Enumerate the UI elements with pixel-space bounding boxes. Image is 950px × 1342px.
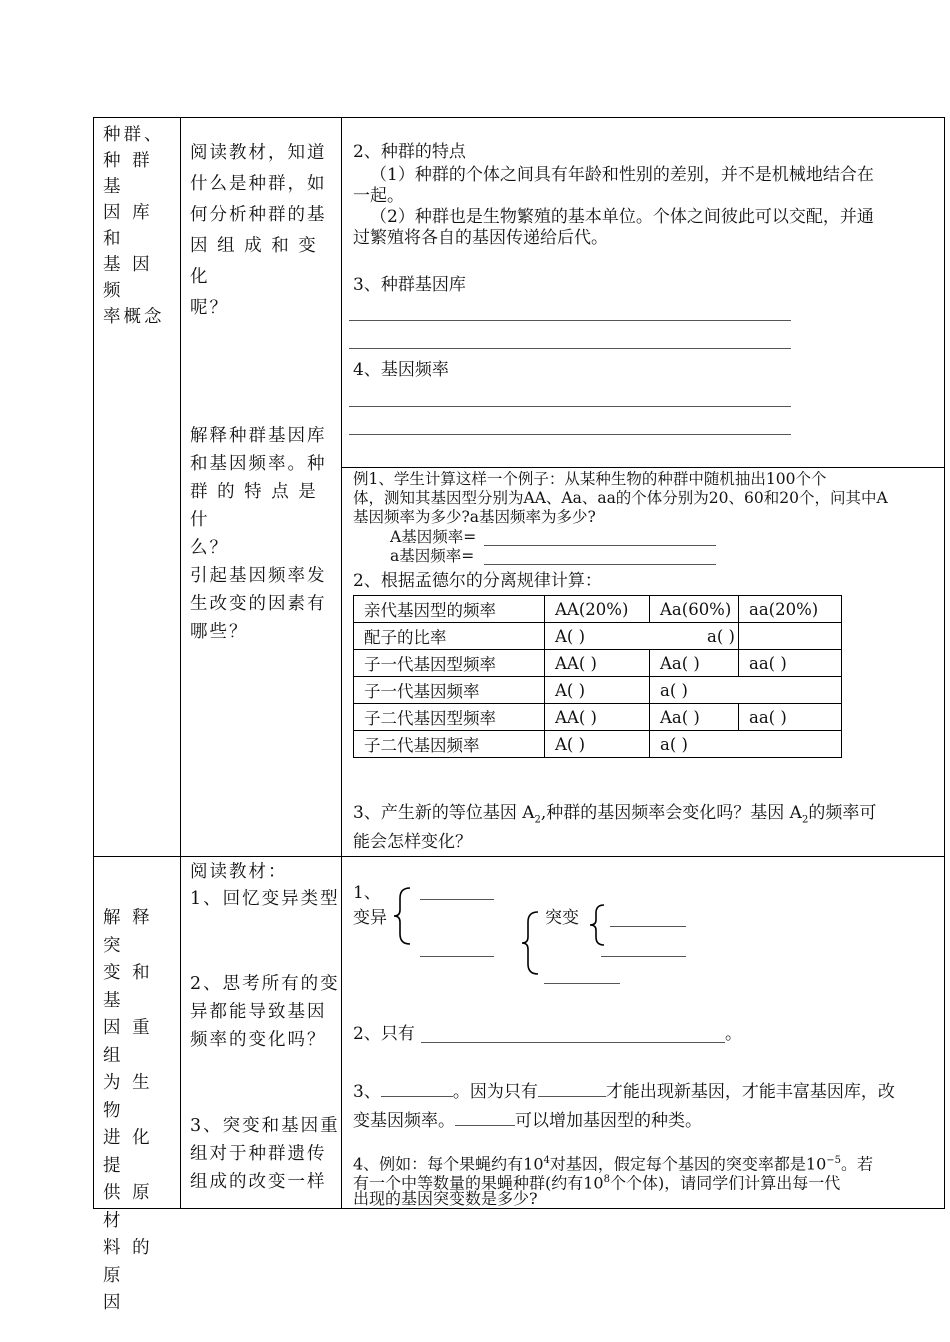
paragraph-line: 一起。 [353, 186, 404, 206]
guide-line: 么？ [190, 538, 229, 558]
table-cell: Aa(60%) [650, 596, 739, 623]
example-text: 对基因，假定每个基因的突变率都是10 [549, 1154, 827, 1174]
section-divider [93, 856, 945, 857]
answer-blank[interactable] [544, 983, 620, 984]
answer-cell[interactable]: aa( ) [739, 704, 842, 731]
statement-period: 。 [725, 1024, 742, 1044]
paragraph-line: 过繁殖将各自的基因传递给后代。 [353, 228, 608, 248]
content-subdivider [341, 467, 944, 468]
reason-text: 才能出现新基因，才能丰富基因库，改 [605, 1082, 895, 1102]
example-line: 体，测知其基因型分别为AA、Aa、aa的个体分别为20、60和20个，问其中A [353, 489, 888, 507]
heading-gene-frequency: 4、基因频率 [353, 360, 449, 380]
table-row [354, 650, 842, 677]
guide-line: 因 组 成 和 变 化 [190, 236, 318, 287]
table-row [354, 596, 842, 623]
section2-topic [103, 905, 175, 1318]
guide-line: 何分析种群的基 [190, 205, 327, 225]
table-row [354, 704, 842, 731]
topic-line: 变 和 基 [103, 963, 153, 1011]
answer-blank[interactable] [484, 545, 716, 546]
heading-population-traits: 2、种群的特点 [353, 142, 466, 162]
guide-line: 哪些？ [190, 622, 249, 642]
answer-blank[interactable] [349, 320, 791, 321]
example-text: 有一个中等数量的果蝇种群(约有10 [353, 1173, 604, 1193]
col-border-left [93, 117, 94, 1208]
reason-text: 3、 [353, 1082, 381, 1102]
paragraph-line: （1）种群的个体之间具有年龄和性别的差别，并不是机械地结合在 [370, 165, 874, 185]
left-brace-icon [588, 903, 608, 947]
guide-line: 组对于种群遗传 [190, 1144, 327, 1164]
guide-line: 引起基因频率发 [190, 566, 327, 586]
answer-cell[interactable]: Aa( ) [650, 704, 739, 731]
answer-cell[interactable]: a( ) [650, 731, 842, 758]
answer-blank[interactable] [349, 406, 791, 407]
only-statement [353, 1021, 415, 1047]
reason-text: 。因为只有 [452, 1082, 538, 1102]
variation-label: 变异 [353, 908, 387, 928]
guide-line: 群 的 特 点 是 什 [190, 482, 318, 530]
fruitfly-example-line-1 [353, 1152, 873, 1172]
table-cell: 子一代基因型频率 [354, 650, 545, 677]
answer-blank[interactable] [484, 564, 716, 565]
guide-line: 2、思考所有的变 [190, 974, 340, 994]
variation-number: 1、 [353, 883, 381, 903]
topic-line: 种群、 [103, 125, 165, 145]
reason-text: 变基因频率。 [353, 1111, 455, 1131]
heading-gene-pool: 3、种群基因库 [353, 275, 466, 295]
topic-line: 解 释 突 [103, 908, 153, 956]
guide-line: 什么是种群，如 [190, 174, 327, 194]
col-border-2 [341, 117, 342, 1208]
fruitfly-example-line-3: 出现的基因突变数是多少? [353, 1189, 538, 1208]
reason-text: 可以增加基因型的种类。 [515, 1111, 702, 1131]
answer-blank[interactable] [601, 956, 686, 957]
question-allele-line2: 能会怎样变化？ [353, 832, 472, 852]
answer-blank[interactable] [610, 926, 686, 927]
answer-cell[interactable]: a( ) [650, 677, 842, 704]
statement-text: 2、只有 [353, 1024, 415, 1044]
answer-blank[interactable] [381, 1078, 453, 1097]
topic-line: 进 化 提 [103, 1128, 153, 1176]
answer-blank[interactable] [455, 1107, 515, 1126]
topic-line: 供 原 材 [103, 1183, 153, 1231]
answer-blank[interactable] [421, 1042, 725, 1043]
example-text: 4、例如：每个果蝇约有10 [353, 1154, 544, 1174]
topic-line: 因 [103, 1293, 124, 1313]
table-top-border [93, 117, 945, 118]
guide-line: 生改变的因素有 [190, 594, 327, 614]
table-cell: 子二代基因型频率 [354, 704, 545, 731]
answer-blank[interactable] [538, 1078, 606, 1097]
section1-guide-read [190, 138, 338, 324]
left-brace-icon [392, 886, 414, 946]
superscript: 4 [543, 1155, 550, 1166]
guide-line: 阅读教材： [190, 862, 288, 882]
guide-line: 3、突变和基因重 [190, 1116, 340, 1136]
example-line: 例1、学生计算这样一个例子：从某种生物的种群中随机抽出100个个 [353, 470, 827, 488]
answer-cell[interactable]: A( ) [545, 677, 650, 704]
answer-blank[interactable] [349, 434, 791, 435]
table-cell: AA(20%) [545, 596, 650, 623]
table-cell: 配子的比率 [354, 623, 545, 650]
superscript: 8 [603, 1174, 610, 1185]
topic-line: 基 因 频 [103, 255, 153, 301]
answer-blank[interactable] [420, 956, 494, 957]
answer-cell[interactable]: a( ) [707, 626, 735, 646]
topic-line: 种 群 基 [103, 151, 153, 197]
table-cell: 子一代基因频率 [354, 677, 545, 704]
table-cell [545, 623, 739, 650]
left-brace-icon [520, 910, 542, 976]
reason-line-2 [353, 1107, 702, 1134]
answer-cell[interactable]: aa( ) [739, 650, 842, 677]
example-text: 。若 [841, 1154, 874, 1174]
subscript: 2 [801, 814, 809, 826]
topic-line: 为 生 物 [103, 1073, 153, 1121]
table-cell: 子二代基因频率 [354, 731, 545, 758]
guide-line: 异都能导致基因 [190, 1002, 327, 1022]
mutation-label: 突变 [545, 908, 579, 928]
answer-cell[interactable]: AA( ) [545, 650, 650, 677]
topic-line: 因 重 组 [103, 1018, 153, 1066]
question-text: ,种群的基因频率会变化吗？基因 A [540, 803, 802, 823]
subscript: 2 [534, 814, 541, 826]
table-cell: 亲代基因型的频率 [354, 596, 545, 623]
answer-cell[interactable]: Aa( ) [650, 650, 739, 677]
guide-line: 频率的变化吗？ [190, 1030, 327, 1050]
answer-cell[interactable]: A( ) [555, 626, 586, 646]
col-border-1 [180, 117, 181, 1208]
guide-line: 解释种群基因库 [190, 426, 327, 446]
topic-line: 料 的 原 [103, 1238, 153, 1286]
table-row [354, 623, 842, 650]
superscript: −5 [826, 1155, 842, 1166]
answer-blank[interactable] [420, 899, 494, 900]
calc-title: 2、根据孟德尔的分离规律计算： [353, 571, 602, 591]
reason-line-1 [353, 1078, 895, 1105]
answer-cell[interactable]: A( ) [545, 731, 650, 758]
table-cell [739, 623, 842, 650]
table-cell: aa(20%) [739, 596, 842, 623]
section1-guide-explain [190, 422, 338, 646]
col-border-right [944, 117, 945, 1208]
table-row [354, 677, 842, 704]
frequency-label-a-upper: A基因频率= [390, 528, 477, 546]
example-text: 个个体)，请同学们计算出每一代 [609, 1173, 841, 1193]
topic-line: 率概念 [103, 307, 165, 327]
guide-line: 呢？ [190, 298, 229, 318]
guide-line: 阅读教材，知道 [190, 143, 327, 163]
guide-line: 和基因频率。种 [190, 454, 327, 474]
question-text: 的频率可 [808, 803, 877, 823]
guide-line: 组成的改变一样 [190, 1172, 327, 1192]
section1-topic [103, 122, 175, 330]
answer-cell[interactable]: AA( ) [545, 704, 650, 731]
table-bottom-border [93, 1208, 945, 1209]
table-row [354, 731, 842, 758]
example-line: 基因频率为多少?a基因频率为多少? [353, 508, 596, 526]
question-text: 3、产生新的等位基因 A [353, 803, 535, 823]
guide-line: 1、回忆变异类型 [190, 889, 340, 909]
answer-blank[interactable] [349, 348, 791, 349]
mendel-frequency-table [353, 595, 842, 758]
paragraph-line: （2）种群也是生物繁殖的基本单位。个体之间彼此可以交配，并通 [370, 207, 874, 227]
frequency-label-a-lower: a基因频率= [390, 547, 475, 565]
topic-line: 因 库 和 [103, 203, 153, 249]
